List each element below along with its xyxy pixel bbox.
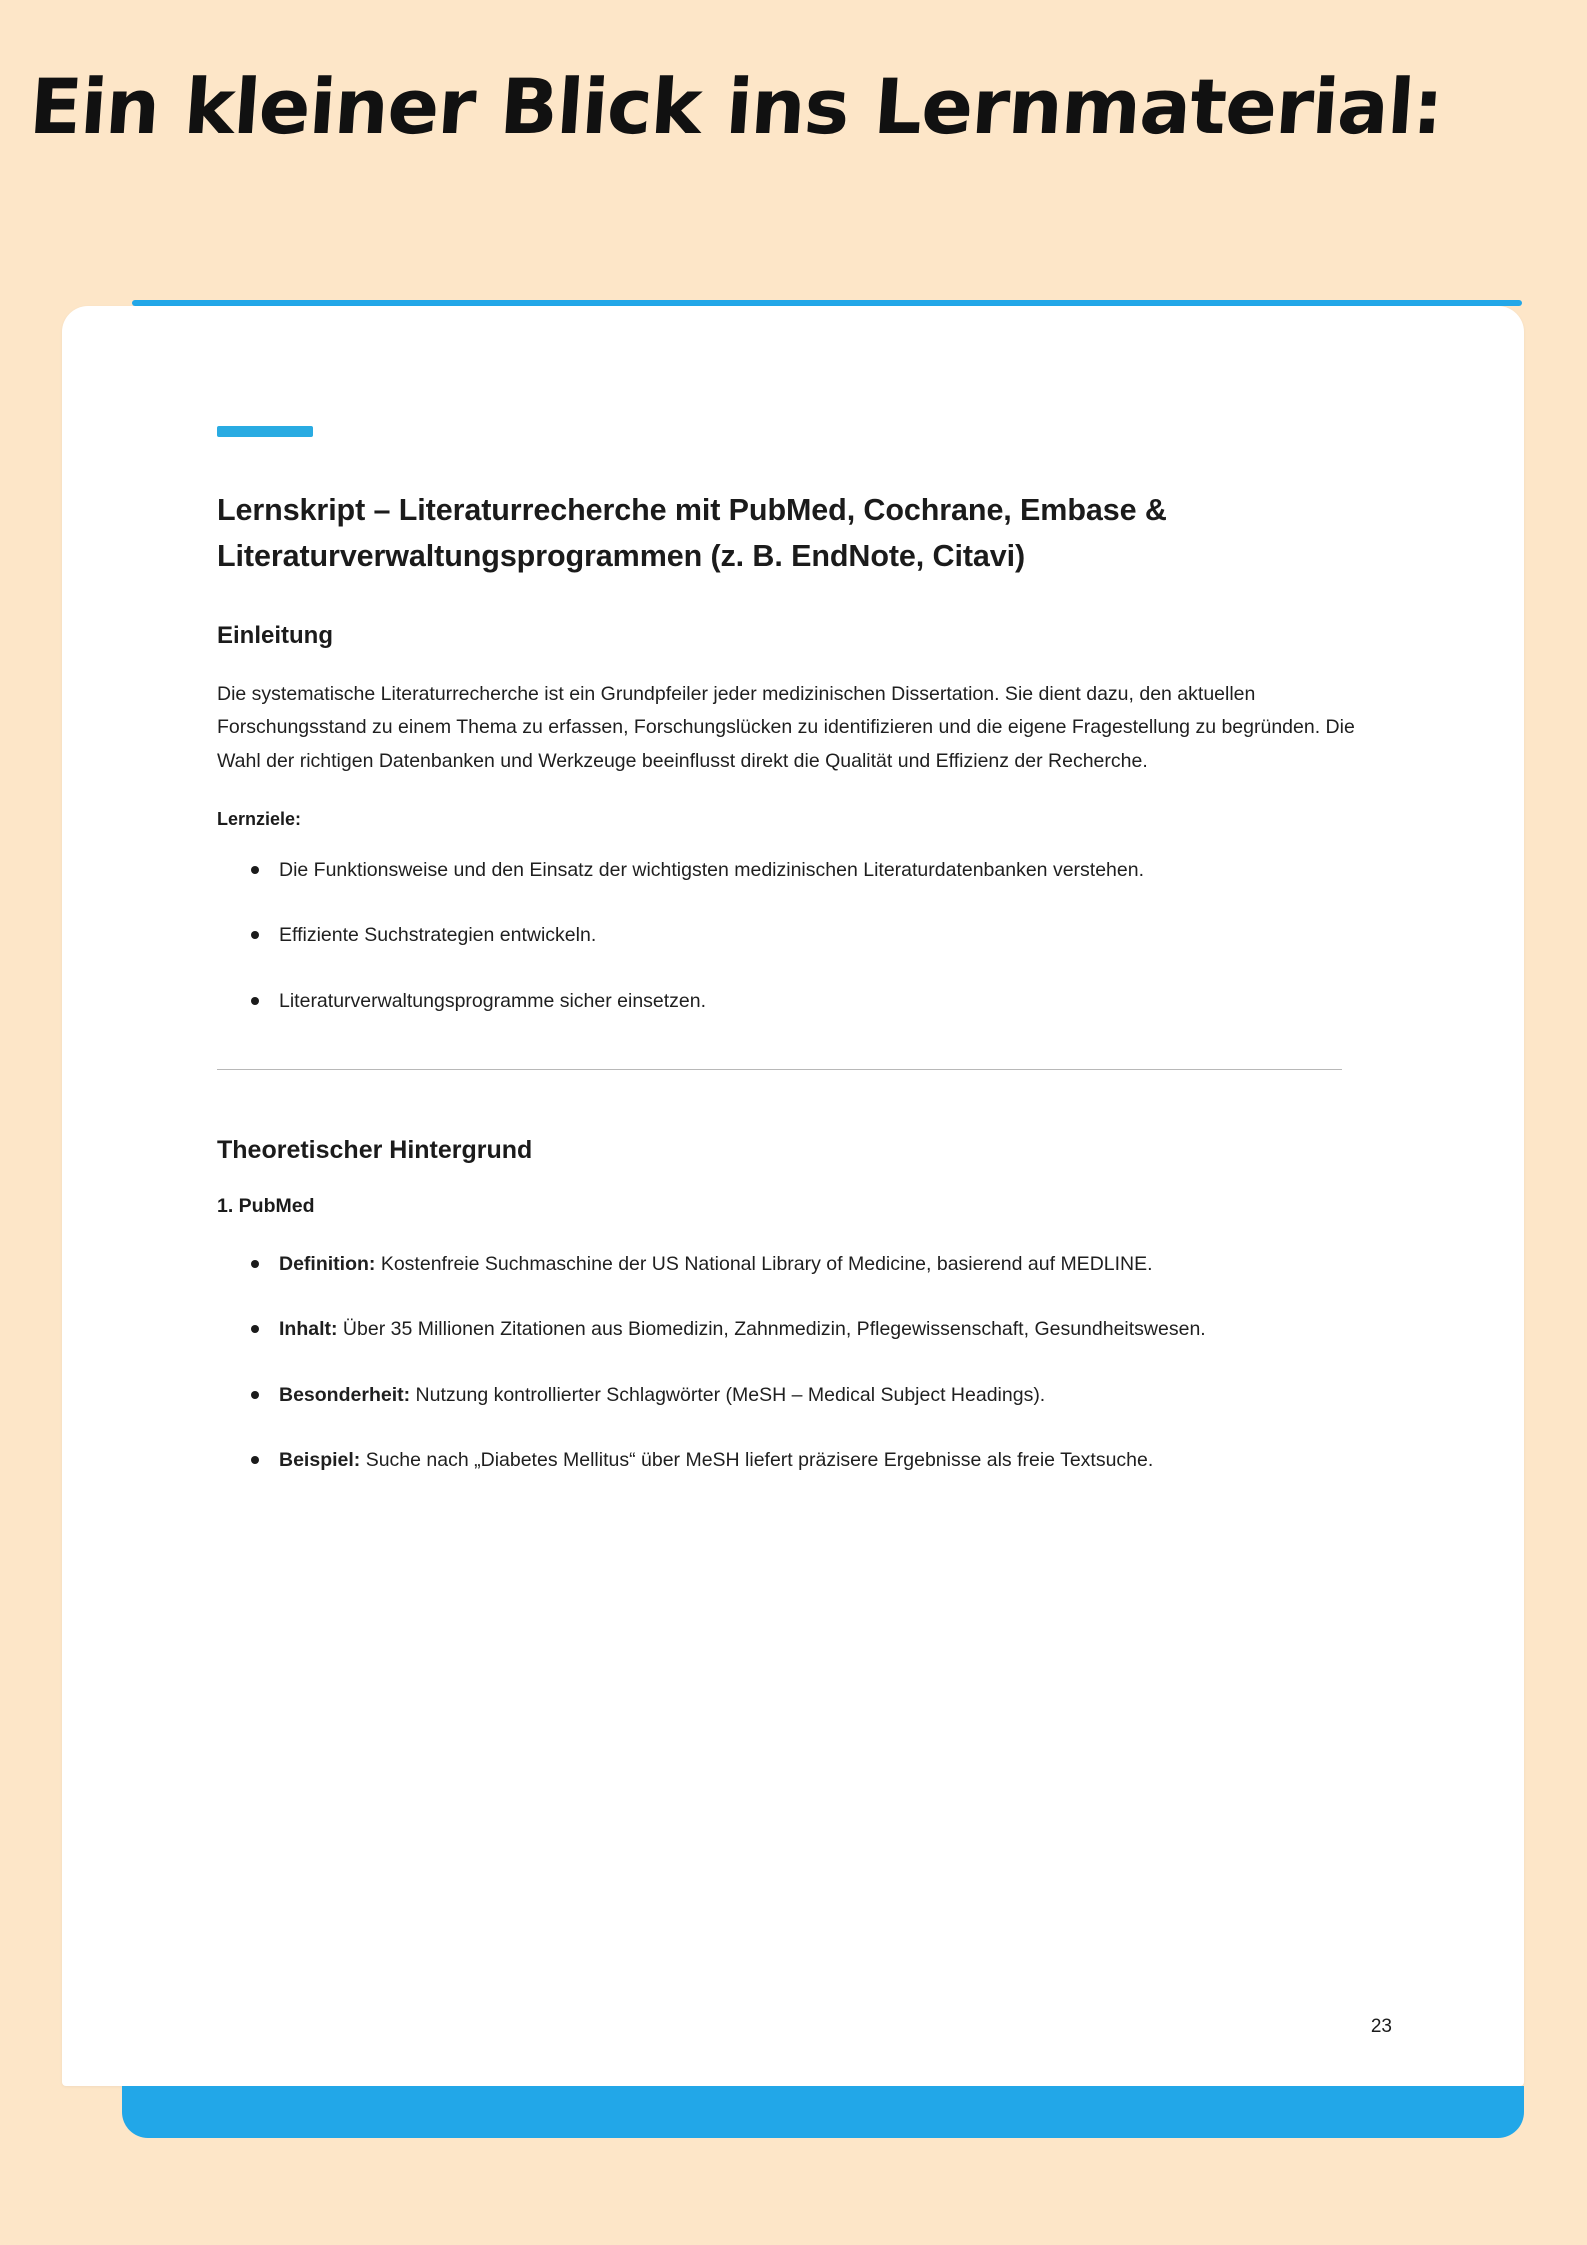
list-item <box>217 985 1392 1019</box>
list-item-text: Kostenfreie Suchmaschine der US National Library of Medicine, basierend auf MEDLINE. <box>380 1252 1153 1275</box>
list-item-text: Die Funktionsweise und den Einsatz der wichtigsten medizinischen Literaturdatenbanken verstehen. <box>279 858 1144 881</box>
objectives-list <box>217 854 1392 1019</box>
list-item-term: Definition: <box>279 1252 376 1275</box>
bullet-icon <box>251 1325 259 1333</box>
intro-paragraph: Die systematische Literaturrecherche ist ein Grundpfeiler jeder medizinischen Dissertation. Sie dient dazu, den aktuellen Forschungsstand zu einem Thema zu erfassen, Forschungslücken zu identifizieren und die eigene Fragestellung zu begründen. Die Wahl der richtigen Datenbanken und Werkzeuge beeinflusst direkt die Qualität und Effizienz der Recherche. <box>217 682 1355 773</box>
list-item <box>217 919 1392 953</box>
card-bottom-accent-bar <box>122 2086 1524 2138</box>
objectives-label: Lernziele: <box>217 808 302 829</box>
page-number: 23 <box>1370 2016 1392 2037</box>
bullet-icon <box>251 931 259 939</box>
section-heading: Theoretischer Hintergrund <box>217 1135 533 1164</box>
document-card <box>62 306 1524 2086</box>
bullet-icon <box>251 866 259 874</box>
list-item <box>217 1444 1392 1478</box>
list-item-term: Inhalt: <box>279 1318 338 1341</box>
list-item <box>217 1379 1392 1413</box>
document-title: Lernskript – Literaturrecherche mit PubMed, Cochrane, Embase & Literaturverwaltungsprogrammen (z. B. EndNote, Citavi) <box>217 493 1167 574</box>
list-item-text: Nutzung kontrollierter Schlagwörter (MeSH – Medical Subject Headings). <box>415 1383 1046 1406</box>
list-item <box>217 854 1392 888</box>
pubmed-list <box>217 1248 1392 1478</box>
list-item-text: Suche nach „Diabetes Mellitus“ über MeSH liefert präzisere Ergebnisse als freie Textsuche. <box>365 1449 1154 1472</box>
document-card-wrapper <box>62 300 1524 2155</box>
bullet-icon <box>251 1456 259 1464</box>
section-divider <box>217 1069 1342 1070</box>
list-item <box>217 1248 1392 1282</box>
subsection-heading: 1. PubMed <box>217 1194 315 1217</box>
list-item-text: Über 35 Millionen Zitationen aus Biomedizin, Zahnmedizin, Pflegewissenschaft, Gesundheitswesen. <box>342 1318 1206 1341</box>
bullet-icon <box>251 997 259 1005</box>
list-item-text: Literaturverwaltungsprogramme sicher einsetzen. <box>279 989 707 1012</box>
list-item <box>217 1313 1392 1347</box>
accent-dash <box>217 426 313 437</box>
list-item-term: Beispiel: <box>279 1449 361 1472</box>
list-item-term: Besonderheit: <box>279 1383 411 1406</box>
bullet-icon <box>251 1391 259 1399</box>
list-item-text: Effiziente Suchstrategien entwickeln. <box>279 924 597 947</box>
intro-heading: Einleitung <box>217 621 333 649</box>
slide-headline: Ein kleiner Blick ins Lernmaterial: <box>26 62 1446 151</box>
bullet-icon <box>251 1260 259 1268</box>
document-body <box>217 426 1392 1510</box>
